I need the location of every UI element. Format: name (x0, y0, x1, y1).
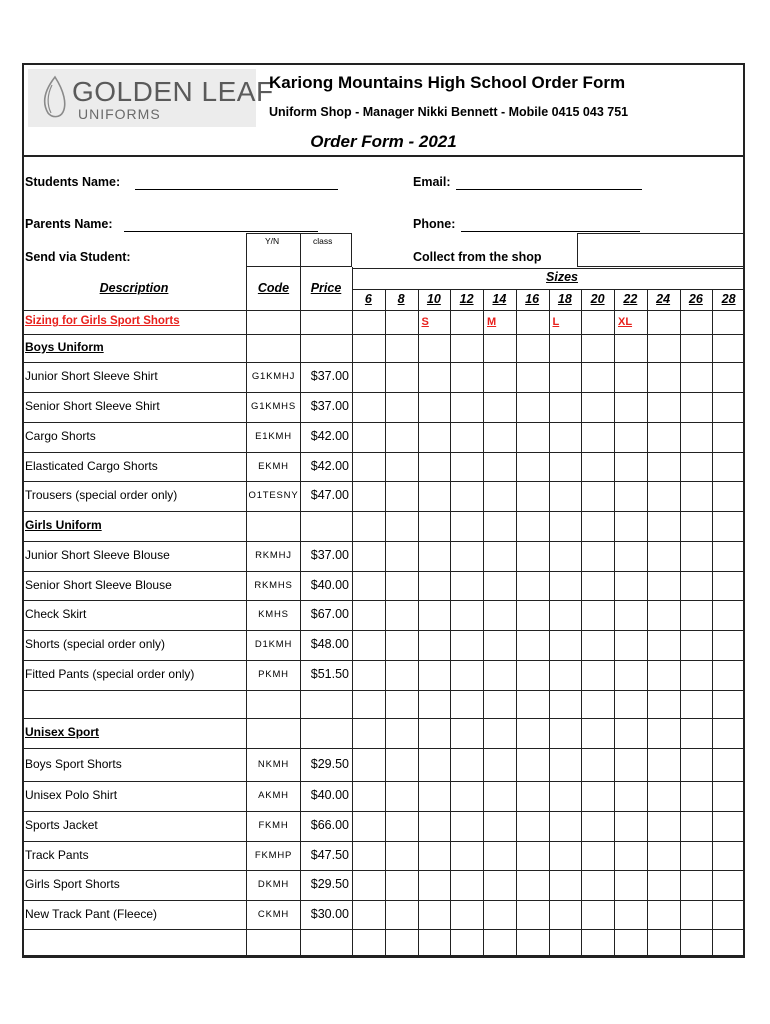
item-description: New Track Pant (Fleece) (25, 906, 158, 921)
quantity-cell-8[interactable] (385, 541, 418, 571)
item-description: Fitted Pants (special order only) (25, 667, 195, 681)
students-name-field[interactable] (135, 189, 338, 190)
size-header-26: 26 (688, 292, 703, 306)
sizing-row-label: Sizing for Girls Sport Shorts (25, 315, 180, 327)
quantity-cell-26[interactable] (680, 841, 713, 870)
quantity-cell-10[interactable] (418, 870, 451, 900)
size-header-28: 28 (721, 292, 736, 306)
quantity-cell-18[interactable] (549, 630, 582, 660)
quantity-cell-18[interactable] (549, 660, 582, 690)
quantity-cell-6[interactable] (352, 900, 385, 929)
size-header-10: 10 (426, 292, 441, 306)
quantity-cell-24[interactable] (647, 541, 680, 571)
quantity-cell-20[interactable] (581, 900, 614, 929)
quantity-cell-28[interactable] (712, 571, 745, 600)
quantity-cell-18[interactable] (549, 422, 582, 452)
quantity-cell-10[interactable] (418, 748, 451, 781)
quantity-cell-26[interactable] (680, 422, 713, 452)
quantity-cell-20[interactable] (581, 541, 614, 571)
item-code: PKMH (258, 669, 289, 680)
quantity-cell-8[interactable] (385, 870, 418, 900)
item-code: O1TESNY (248, 490, 299, 501)
quantity-cell-20[interactable] (581, 452, 614, 481)
quantity-cell-28[interactable] (712, 630, 745, 660)
item-price: $42.00 (310, 429, 349, 443)
quantity-cell-28[interactable] (712, 452, 745, 481)
item-description: Check Skirt (25, 607, 87, 621)
quantity-cell-12[interactable] (450, 811, 483, 841)
quantity-cell-14[interactable] (483, 781, 516, 811)
item-price: $37.00 (310, 399, 349, 413)
quantity-cell-10[interactable] (418, 481, 451, 511)
quantity-cell-18[interactable] (549, 900, 582, 929)
quantity-cell-12[interactable] (450, 481, 483, 511)
item-code: RKMHJ (255, 550, 292, 561)
quantity-cell-16[interactable] (516, 362, 549, 392)
quantity-cell-14[interactable] (483, 422, 516, 452)
item-code: CKMH (257, 908, 290, 920)
quantity-cell-12[interactable] (450, 870, 483, 900)
quantity-cell-8[interactable] (385, 422, 418, 452)
quantity-cell-18[interactable] (549, 481, 582, 511)
quantity-cell-16[interactable] (516, 811, 549, 841)
quantity-cell-16[interactable] (516, 870, 549, 900)
item-description: Junior Short Sleeve Shirt (25, 369, 158, 383)
quantity-cell-18[interactable] (549, 748, 582, 781)
quantity-cell-8[interactable] (385, 571, 418, 600)
item-price: $67.00 (310, 607, 349, 621)
quantity-cell-10[interactable] (418, 841, 451, 870)
quantity-cell-16[interactable] (516, 660, 549, 690)
quantity-cell-10[interactable] (418, 392, 451, 422)
quantity-cell-14[interactable] (483, 630, 516, 660)
quantity-cell-8[interactable] (385, 362, 418, 392)
item-price: $51.50 (310, 667, 349, 681)
quantity-cell-20[interactable] (581, 781, 614, 811)
item-code: AKMH (258, 790, 289, 801)
quantity-cell-28[interactable] (712, 392, 745, 422)
item-description: Boys Sport Shorts (25, 756, 122, 771)
item-description: Cargo Shorts (25, 429, 96, 443)
item-description: Girls Sport Shorts (25, 877, 120, 891)
quantity-cell-10[interactable] (418, 571, 451, 600)
item-code: EKMH (258, 460, 289, 472)
quantity-cell-6[interactable] (352, 541, 385, 571)
quantity-cell-28[interactable] (712, 870, 745, 900)
quantity-cell-12[interactable] (450, 748, 483, 781)
quantity-cell-26[interactable] (680, 481, 713, 511)
quantity-cell-24[interactable] (647, 481, 680, 511)
sizes-header: Sizes (546, 270, 578, 284)
item-price: $40.00 (310, 788, 349, 802)
quantity-cell-6[interactable] (352, 600, 385, 630)
quantity-cell-14[interactable] (483, 392, 516, 422)
item-price: $47.00 (310, 488, 349, 502)
quantity-cell-16[interactable] (516, 392, 549, 422)
size-marker-l: L (552, 316, 560, 328)
quantity-cell-28[interactable] (712, 481, 745, 511)
quantity-cell-14[interactable] (483, 811, 516, 841)
quantity-cell-22[interactable] (614, 422, 647, 452)
quantity-cell-24[interactable] (647, 660, 680, 690)
description-header: Description (99, 281, 169, 295)
item-description: Sports Jacket (25, 818, 98, 832)
quantity-cell-10[interactable] (418, 362, 451, 392)
logo-brand: GOLDEN LEAF (72, 76, 274, 107)
item-code: FKMHP (254, 849, 293, 861)
quantity-cell-6[interactable] (352, 452, 385, 481)
quantity-cell-14[interactable] (483, 748, 516, 781)
size-marker-xl: XL (618, 316, 633, 328)
quantity-cell-20[interactable] (581, 571, 614, 600)
quantity-cell-24[interactable] (647, 600, 680, 630)
quantity-cell-6[interactable] (352, 841, 385, 870)
quantity-cell-8[interactable] (385, 600, 418, 630)
quantity-cell-16[interactable] (516, 781, 549, 811)
quantity-cell-28[interactable] (712, 362, 745, 392)
item-price: $37.00 (310, 369, 349, 383)
quantity-cell-26[interactable] (680, 452, 713, 481)
quantity-cell-6[interactable] (352, 392, 385, 422)
quantity-cell-8[interactable] (385, 781, 418, 811)
quantity-cell-24[interactable] (647, 362, 680, 392)
school-title: Kariong Mountains High School Order Form (269, 73, 626, 92)
item-description: Unisex Polo Shirt (25, 788, 118, 802)
quantity-cell-12[interactable] (450, 452, 483, 481)
quantity-cell-18[interactable] (549, 392, 582, 422)
form-header (22, 63, 745, 157)
parents-name-field[interactable] (124, 231, 318, 232)
quantity-cell-26[interactable] (680, 900, 713, 929)
leaf-icon (38, 75, 72, 119)
quantity-cell-16[interactable] (516, 748, 549, 781)
quantity-cell-28[interactable] (712, 660, 745, 690)
quantity-cell-10[interactable] (418, 452, 451, 481)
item-price: $29.50 (310, 877, 349, 891)
grid-line-bottom (22, 957, 745, 958)
quantity-cell-28[interactable] (712, 811, 745, 841)
quantity-cell-18[interactable] (549, 600, 582, 630)
email-label: Email: (413, 175, 451, 189)
quantity-cell-10[interactable] (418, 660, 451, 690)
quantity-cell-22[interactable] (614, 571, 647, 600)
quantity-cell-12[interactable] (450, 900, 483, 929)
quantity-cell-26[interactable] (680, 660, 713, 690)
quantity-cell-12[interactable] (450, 600, 483, 630)
quantity-cell-6[interactable] (352, 630, 385, 660)
quantity-cell-24[interactable] (647, 392, 680, 422)
item-price: $42.00 (310, 458, 349, 473)
quantity-cell-28[interactable] (712, 748, 745, 781)
quantity-cell-12[interactable] (450, 660, 483, 690)
quantity-cell-12[interactable] (450, 392, 483, 422)
send-via-student-label: Send via Student: (25, 250, 131, 264)
quantity-cell-8[interactable] (385, 748, 418, 781)
quantity-cell-28[interactable] (712, 781, 745, 811)
item-code: DKMH (257, 879, 290, 890)
quantity-cell-8[interactable] (385, 392, 418, 422)
quantity-cell-20[interactable] (581, 600, 614, 630)
size-header-12: 12 (459, 292, 474, 306)
size-header-6: 6 (364, 292, 372, 306)
quantity-cell-14[interactable] (483, 362, 516, 392)
quantity-cell-26[interactable] (680, 571, 713, 600)
item-price: $40.00 (310, 577, 349, 592)
item-price: $30.00 (310, 906, 349, 921)
quantity-cell-12[interactable] (450, 541, 483, 571)
phone-label: Phone: (413, 217, 456, 231)
quantity-cell-8[interactable] (385, 452, 418, 481)
quantity-cell-10[interactable] (418, 630, 451, 660)
quantity-cell-18[interactable] (549, 811, 582, 841)
quantity-cell-14[interactable] (483, 660, 516, 690)
size-header-16: 16 (525, 292, 540, 306)
quantity-cell-14[interactable] (483, 481, 516, 511)
quantity-cell-6[interactable] (352, 781, 385, 811)
quantity-cell-24[interactable] (647, 452, 680, 481)
price-header: Price (310, 281, 342, 295)
quantity-cell-22[interactable] (614, 781, 647, 811)
quantity-cell-28[interactable] (712, 841, 745, 870)
quantity-cell-6[interactable] (352, 811, 385, 841)
quantity-cell-14[interactable] (483, 900, 516, 929)
size-header-18: 18 (557, 292, 572, 306)
size-header-22: 22 (623, 292, 638, 306)
quantity-cell-12[interactable] (450, 630, 483, 660)
item-description: Senior Short Sleeve Blouse (25, 577, 172, 592)
quantity-cell-26[interactable] (680, 541, 713, 571)
item-code: G1KMHS (251, 401, 296, 412)
quantity-cell-20[interactable] (581, 392, 614, 422)
quantity-cell-16[interactable] (516, 422, 549, 452)
quantity-cell-14[interactable] (483, 541, 516, 571)
size-header-24: 24 (656, 292, 671, 306)
quantity-cell-14[interactable] (483, 452, 516, 481)
item-description: Junior Short Sleeve Blouse (25, 548, 170, 562)
quantity-cell-6[interactable] (352, 481, 385, 511)
item-description: Elasticated Cargo Shorts (25, 458, 158, 473)
collect-from-shop-box[interactable] (577, 233, 745, 267)
email-field[interactable] (456, 189, 642, 190)
quantity-cell-10[interactable] (418, 422, 451, 452)
quantity-cell-16[interactable] (516, 571, 549, 600)
quantity-cell-28[interactable] (712, 900, 745, 929)
quantity-cell-16[interactable] (516, 600, 549, 630)
quantity-cell-28[interactable] (712, 600, 745, 630)
quantity-cell-6[interactable] (352, 571, 385, 600)
code-header: Code (257, 281, 290, 295)
quantity-cell-22[interactable] (614, 392, 647, 422)
quantity-cell-10[interactable] (418, 600, 451, 630)
quantity-cell-6[interactable] (352, 870, 385, 900)
item-code: E1KMH (255, 431, 292, 442)
quantity-cell-18[interactable] (549, 362, 582, 392)
quantity-cell-22[interactable] (614, 541, 647, 571)
quantity-cell-20[interactable] (581, 841, 614, 870)
quantity-cell-28[interactable] (712, 541, 745, 571)
yn-label: Y/N (265, 236, 280, 246)
collect-from-shop-label: Collect from the shop (413, 250, 542, 264)
quantity-cell-22[interactable] (614, 362, 647, 392)
quantity-cell-18[interactable] (549, 870, 582, 900)
send-yn-box[interactable] (246, 233, 301, 267)
section-heading: Unisex Sport (25, 725, 100, 739)
logo-sub: UNIFORMS (78, 106, 161, 122)
quantity-cell-22[interactable] (614, 452, 647, 481)
quantity-cell-26[interactable] (680, 870, 713, 900)
quantity-cell-18[interactable] (549, 841, 582, 870)
quantity-cell-16[interactable] (516, 841, 549, 870)
quantity-cell-28[interactable] (712, 422, 745, 452)
size-marker-s: S (421, 316, 429, 328)
size-marker-m: M (487, 316, 497, 328)
quantity-cell-6[interactable] (352, 748, 385, 781)
shop-contact-line: Uniform Shop - Manager Nikki Bennett - Mobile 0415 043 751 (269, 105, 629, 119)
quantity-cell-26[interactable] (680, 781, 713, 811)
quantity-cell-10[interactable] (418, 781, 451, 811)
size-header-14: 14 (492, 292, 507, 306)
item-price: $48.00 (310, 637, 349, 651)
quantity-cell-12[interactable] (450, 362, 483, 392)
size-header-8: 8 (397, 292, 405, 306)
quantity-cell-26[interactable] (680, 600, 713, 630)
form-year-title: Order Form - 2021 (310, 132, 457, 151)
quantity-cell-12[interactable] (450, 422, 483, 452)
quantity-cell-26[interactable] (680, 630, 713, 660)
item-price: $37.00 (310, 548, 349, 562)
item-code: D1KMH (254, 639, 293, 650)
quantity-cell-16[interactable] (516, 630, 549, 660)
quantity-cell-18[interactable] (549, 452, 582, 481)
quantity-cell-10[interactable] (418, 811, 451, 841)
quantity-cell-22[interactable] (614, 481, 647, 511)
size-header-20: 20 (590, 292, 605, 306)
parents-name-label: Parents Name: (25, 217, 113, 231)
quantity-cell-22[interactable] (614, 748, 647, 781)
quantity-cell-24[interactable] (647, 870, 680, 900)
quantity-cell-6[interactable] (352, 422, 385, 452)
quantity-cell-24[interactable] (647, 781, 680, 811)
item-description: Track Pants (25, 847, 89, 862)
quantity-cell-8[interactable] (385, 841, 418, 870)
item-description: Trousers (special order only) (25, 488, 178, 502)
quantity-cell-8[interactable] (385, 811, 418, 841)
quantity-cell-24[interactable] (647, 841, 680, 870)
quantity-cell-20[interactable] (581, 422, 614, 452)
quantity-cell-22[interactable] (614, 900, 647, 929)
quantity-cell-20[interactable] (581, 748, 614, 781)
students-name-label: Students Name: (25, 175, 121, 189)
quantity-cell-24[interactable] (647, 422, 680, 452)
quantity-cell-14[interactable] (483, 571, 516, 600)
item-code: NKMH (257, 758, 290, 770)
quantity-cell-24[interactable] (647, 811, 680, 841)
quantity-cell-22[interactable] (614, 630, 647, 660)
quantity-cell-8[interactable] (385, 660, 418, 690)
quantity-cell-14[interactable] (483, 600, 516, 630)
section-heading: Boys Uniform (25, 340, 104, 354)
quantity-cell-16[interactable] (516, 452, 549, 481)
quantity-cell-20[interactable] (581, 481, 614, 511)
quantity-cell-8[interactable] (385, 900, 418, 929)
quantity-cell-18[interactable] (549, 571, 582, 600)
class-label: class (313, 236, 333, 246)
quantity-cell-20[interactable] (581, 660, 614, 690)
send-class-box[interactable] (300, 233, 352, 267)
quantity-cell-24[interactable] (647, 571, 680, 600)
quantity-cell-14[interactable] (483, 870, 516, 900)
section-heading: Girls Uniform (25, 518, 102, 532)
quantity-cell-12[interactable] (450, 781, 483, 811)
quantity-cell-16[interactable] (516, 481, 549, 511)
item-code: G1KMHJ (251, 371, 296, 382)
item-price: $66.00 (310, 818, 349, 832)
quantity-cell-14[interactable] (483, 841, 516, 870)
quantity-cell-26[interactable] (680, 392, 713, 422)
quantity-cell-10[interactable] (418, 541, 451, 571)
item-description: Shorts (special order only) (25, 637, 166, 651)
quantity-cell-6[interactable] (352, 362, 385, 392)
quantity-cell-20[interactable] (581, 362, 614, 392)
quantity-cell-18[interactable] (549, 781, 582, 811)
item-price: $29.50 (310, 756, 349, 771)
quantity-cell-22[interactable] (614, 660, 647, 690)
quantity-cell-24[interactable] (647, 900, 680, 929)
quantity-cell-8[interactable] (385, 630, 418, 660)
quantity-cell-20[interactable] (581, 811, 614, 841)
item-code: RKMHS (254, 579, 293, 591)
quantity-cell-22[interactable] (614, 841, 647, 870)
item-code: FKMH (258, 820, 289, 831)
quantity-cell-16[interactable] (516, 900, 549, 929)
quantity-cell-24[interactable] (647, 748, 680, 781)
quantity-cell-12[interactable] (450, 571, 483, 600)
quantity-cell-22[interactable] (614, 811, 647, 841)
quantity-cell-16[interactable] (516, 541, 549, 571)
quantity-cell-12[interactable] (450, 841, 483, 870)
quantity-cell-26[interactable] (680, 811, 713, 841)
quantity-cell-22[interactable] (614, 600, 647, 630)
golden-leaf-logo (28, 69, 274, 127)
quantity-cell-8[interactable] (385, 481, 418, 511)
quantity-cell-10[interactable] (418, 900, 451, 929)
item-price: $47.50 (310, 847, 349, 862)
quantity-cell-22[interactable] (614, 870, 647, 900)
quantity-cell-26[interactable] (680, 362, 713, 392)
quantity-cell-18[interactable] (549, 541, 582, 571)
item-description: Senior Short Sleeve Shirt (25, 399, 160, 413)
phone-field[interactable] (461, 231, 640, 232)
quantity-cell-6[interactable] (352, 660, 385, 690)
quantity-cell-20[interactable] (581, 630, 614, 660)
quantity-cell-26[interactable] (680, 748, 713, 781)
item-code: KMHS (258, 609, 289, 620)
quantity-cell-20[interactable] (581, 870, 614, 900)
quantity-cell-24[interactable] (647, 630, 680, 660)
